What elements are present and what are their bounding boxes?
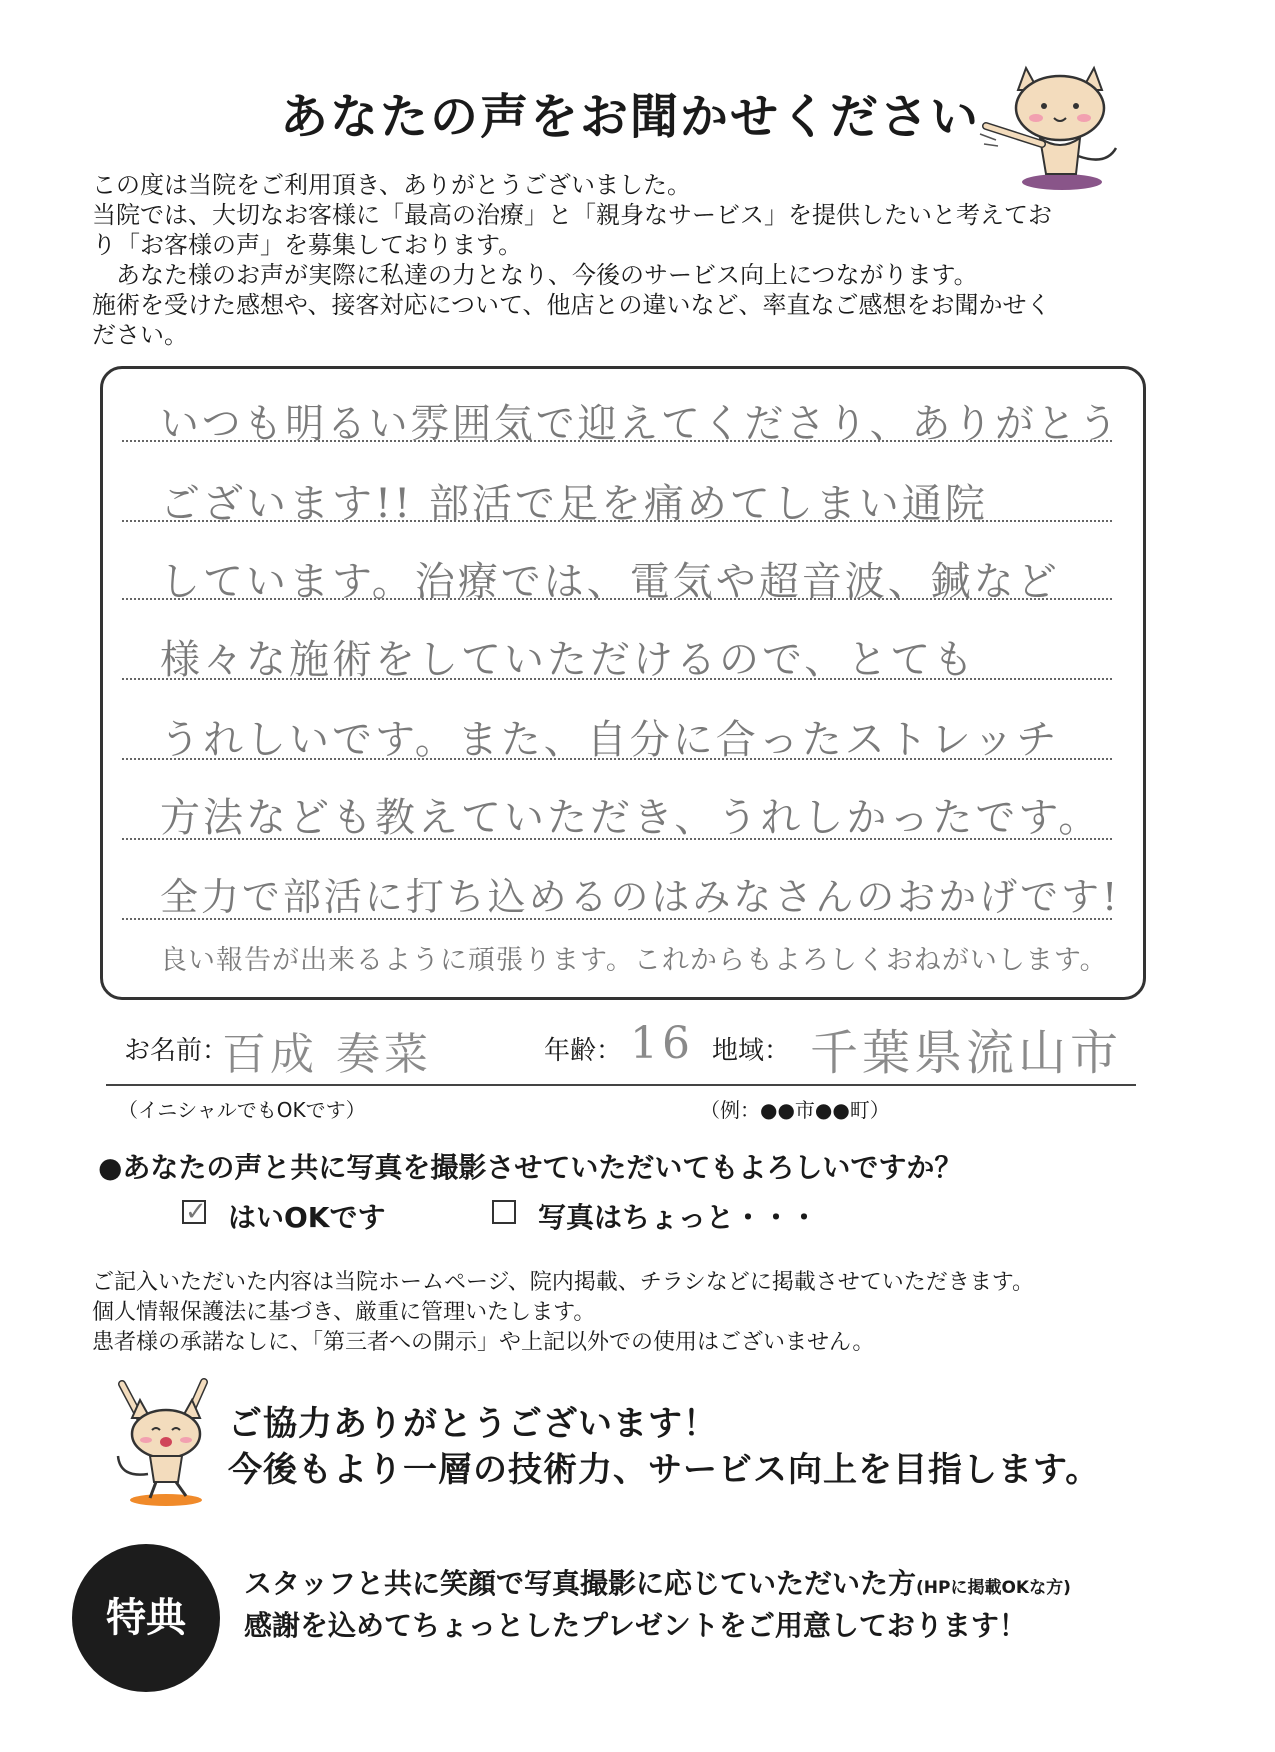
intro-line: 施術を受けた感想や、接客対応について、他店との違いなど、率直なご感想をお聞かせく	[92, 291, 1051, 319]
privacy-line: ご記入いただいた内容は当院ホームページ、院内掲載、チラシなどに掲載させていただきます。	[92, 1270, 1035, 1295]
handwritten-comment-line: いつも明るい雰囲気で迎えてくださり、ありがとう	[160, 401, 1121, 447]
page-title: あなたの声をお聞かせください	[280, 89, 981, 145]
name-label: お名前：	[124, 1036, 229, 1066]
dotted-rule	[122, 440, 1112, 442]
bonus-line: 感謝を込めてちょっとしたプレゼントをご用意しております！	[244, 1609, 1027, 1642]
field-underline	[106, 1084, 1136, 1086]
thanks-line: ご協力ありがとうございます！	[228, 1404, 718, 1444]
check-mark-icon: ✓	[185, 1197, 207, 1227]
intro-line: り「お客様の声」を募集しております。	[92, 231, 523, 259]
region-label: 地域：	[712, 1036, 791, 1066]
dotted-rule	[122, 918, 1112, 920]
name-value: 百成 奏菜	[222, 1029, 432, 1080]
consent-no-label: 写真はちょっと・・・	[538, 1201, 819, 1234]
consent-yes-checkbox[interactable]	[182, 1197, 207, 1227]
handwritten-comment-line: 方法なども教えていただき、うれしかったです。	[160, 795, 1102, 841]
age-value: 16	[630, 1018, 694, 1069]
intro-line: あなた様のお声が実際に私達の力となり、今後のサービス向上につながります。	[116, 261, 978, 289]
region-note: （例：●●市●●町）	[700, 1098, 890, 1122]
handwritten-comment-line: 良い報告が出来るように頑張ります。これからもよろしくおねがいします。	[160, 945, 1108, 976]
dotted-rule	[122, 520, 1112, 522]
thanks-line: 今後もより一層の技術力、サービス向上を目指します。	[228, 1450, 1101, 1490]
handwritten-comment-line: 様々な施術をしていただけるので、とても	[160, 637, 977, 683]
bonus-line-main: スタッフと共に笑顔で写真撮影に応じていただいた方	[244, 1567, 917, 1600]
cat-cheering-illustration	[100, 1378, 220, 1508]
intro-line: ださい。	[92, 321, 188, 349]
dotted-rule	[122, 678, 1112, 680]
handwritten-comment-line: ございます!! 部活で足を痛めてしまい通院	[160, 481, 988, 527]
dotted-rule	[122, 838, 1112, 840]
dotted-rule	[122, 758, 1112, 760]
region-value: 千葉県流山市	[810, 1025, 1123, 1081]
bonus-line-note: (HPに掲載OKな方)	[916, 1578, 1071, 1598]
intro-line: 当院では、大切なお客様に「最高の治療」と「親身なサービス」を提供したいと考えてお	[92, 201, 1052, 229]
bonus-line	[244, 1562, 1071, 1602]
intro-line: この度は当院をご利用頂き、ありがとうございました。	[92, 171, 692, 199]
dotted-rule	[122, 598, 1112, 600]
name-note: （イニシャルでもOKです）	[118, 1098, 366, 1122]
bonus-badge: 特典	[72, 1544, 220, 1692]
handwritten-comment-line: 全力で部活に打ち込めるのはみなさんのおかげです!	[160, 875, 1121, 919]
consent-no-checkbox[interactable]	[492, 1200, 516, 1224]
privacy-line: 個人情報保護法に基づき、厳重に管理いたします。	[92, 1300, 596, 1325]
consent-yes-label: はいOKです	[228, 1201, 386, 1234]
handwritten-comment-line: うれしいです。また、自分に合ったストレッチ	[160, 717, 1060, 763]
age-label: 年齢：	[544, 1036, 623, 1066]
handwritten-comment-line: しています。治療では、電気や超音波、鍼など	[160, 559, 1060, 605]
privacy-line: 患者様の承諾なしに、「第三者への開示」や上記以外での使用はございません。	[92, 1330, 875, 1355]
photo-consent-question: ●あなたの声と共に写真を撮影させていただいてもよろしいですか？	[98, 1151, 963, 1184]
